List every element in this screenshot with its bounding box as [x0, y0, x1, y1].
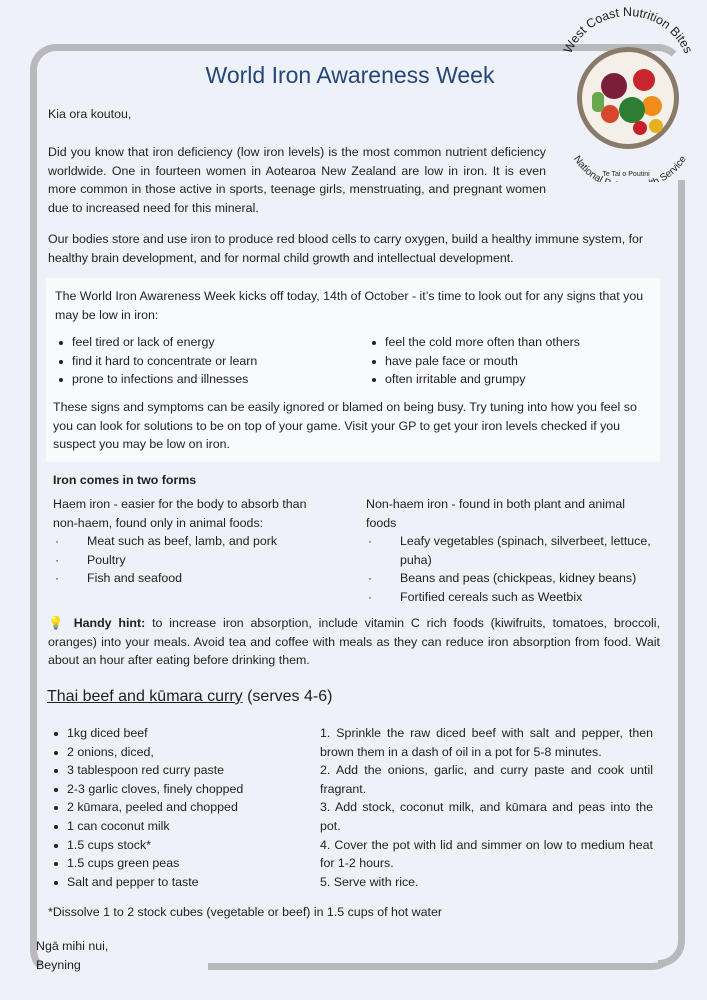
- forms-heading: Iron comes in two forms: [53, 473, 197, 487]
- list-item: 1.5 cups stock*: [48, 836, 308, 855]
- recipe-name: Thai beef and kūmara curry: [47, 688, 243, 705]
- signoff-greeting: Ngā mihi nui,: [36, 939, 109, 953]
- list-item: 2 onions, diced,: [48, 743, 308, 762]
- vegetable-icon: [619, 97, 645, 123]
- signoff-name: Beyning: [36, 957, 81, 972]
- logo-bottom-text: National h Service: [571, 153, 689, 182]
- list-item: Salt and pepper to taste: [48, 873, 308, 892]
- ingredients-list: [48, 724, 308, 891]
- signs-list-left: [53, 333, 353, 389]
- recipe-footnote: *Dissolve 1 to 2 stock cubes (vegetable or beef) in 1.5 cups of hot water: [48, 905, 442, 919]
- method-step: 2. Add the onions, garlic, and curry paste and cook until fragrant.: [320, 763, 653, 796]
- signoff: [36, 937, 108, 974]
- signs-list-right: [366, 333, 656, 389]
- logo-top-text: West Coast Nutrition Bites: [560, 6, 696, 56]
- intro-paragraph: Did you know that iron deficiency (low iron levels) is the most common nutrient deficiency worldwide. One in fourteen women in Aotearoa New Zealand are low in iron. It is even more common in those active in sports, teenage girls, menstruating, and pregnant women due to increased need for this mineral.: [48, 145, 546, 215]
- hint-label: Handy hint:: [73, 616, 146, 630]
- list-item: 2 kūmara, peeled and chopped: [48, 798, 308, 817]
- haem-lead: Haem iron - easier for the body to absorb than non-haem, found only in animal foods:: [53, 497, 307, 530]
- list-item: 1kg diced beef: [48, 724, 308, 743]
- nonhaem-list: [366, 532, 658, 606]
- method-step: 1. Sprinkle the raw diced beef with salt and pepper, then brown them in a dash of oil in a pot for 5-8 minutes.: [320, 726, 653, 759]
- list-item: 1.5 cups green peas: [48, 854, 308, 873]
- signs-lead: The World Iron Awareness Week kicks off today, 14th of October - it’s time to look out for any signs that you may be low in iron:: [55, 289, 644, 322]
- signs-closing: These signs and symptoms can be easily ignored or blamed on being busy. Try tuning into how you feel so you can look for solutions to be on top of your game. Visit your GP to get your iron levels checked if you suspect you may be low on iron.: [53, 400, 637, 452]
- list-item: feel the cold more often than others: [366, 333, 656, 352]
- nonhaem-lead: Non-haem iron - found in both plant and animal foods: [366, 497, 625, 530]
- page-title: World Iron Awareness Week: [205, 62, 495, 88]
- handy-hint: [48, 614, 660, 670]
- list-item: · Fortified cereals such as Weetbix: [366, 588, 658, 607]
- hint-text: to increase iron absorption, include vitamin C rich foods (kiwifruits, tomatoes, broccoli, oranges) into your meals. Avoid tea and coffee with meals as they can reduce iron absorption from food. Wait about an hour after eating before drinking them.: [48, 616, 660, 668]
- lightbulb-icon: 💡: [48, 616, 67, 630]
- list-item: find it hard to concentrate or learn: [53, 352, 353, 371]
- method-steps: [320, 724, 653, 891]
- bodies-paragraph: Our bodies store and use iron to produce red blood cells to carry oxygen, build a healthy immune system, for healthy brain development, and for normal child growth and intellectual development.: [48, 232, 644, 265]
- list-item: 1 can coconut milk: [48, 817, 308, 836]
- logo: [552, 6, 704, 182]
- list-item: 3 tablespoon red curry paste: [48, 761, 308, 780]
- recipe-title: [47, 688, 332, 706]
- nonhaem-column: [366, 495, 658, 607]
- list-item: often irritable and grumpy: [366, 370, 656, 389]
- list-item: · Fish and seafood: [53, 569, 333, 588]
- method-step: 4. Cover the pot with lid and simmer on low to medium heat for 1-2 hours.: [320, 837, 653, 871]
- list-item: 2-3 garlic cloves, finely chopped: [48, 780, 308, 799]
- method-step: 3. Add stock, coconut milk, and kūmara and peas into the pot.: [320, 800, 653, 833]
- list-item: prone to infections and illnesses: [53, 370, 353, 389]
- haem-column: [53, 495, 333, 588]
- fruit-icon: [601, 73, 627, 99]
- list-item: · Leafy vegetables (spinach, silverbeet, lettuce, puha): [366, 532, 658, 569]
- logo-sub-text: Te Tai o Poutini: [602, 171, 650, 178]
- haem-list: [53, 532, 333, 588]
- recipe-serves: (serves 4-6): [242, 688, 333, 705]
- list-item: · Poultry: [53, 551, 333, 570]
- greeting: Kia ora koutou,: [48, 107, 132, 121]
- list-item: have pale face or mouth: [366, 352, 656, 371]
- list-item: · Meat such as beef, lamb, and pork: [53, 532, 333, 551]
- page-frame-bottom: [208, 943, 678, 970]
- list-item: · Beans and peas (chickpeas, kidney beans): [366, 569, 658, 588]
- method-step: 5. Serve with rice.: [320, 874, 419, 889]
- list-item: feel tired or lack of energy: [53, 333, 353, 352]
- page-frame-right: [658, 180, 685, 967]
